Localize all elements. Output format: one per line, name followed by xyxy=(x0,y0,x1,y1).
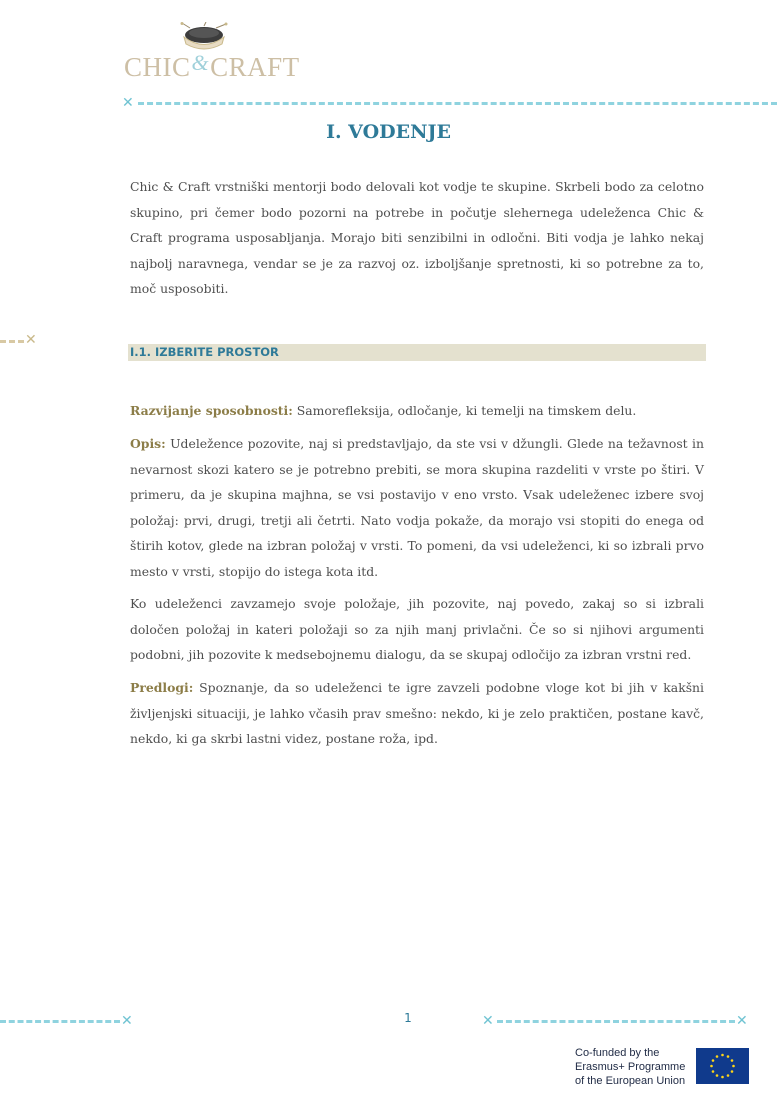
bottom-left-dashed-divider xyxy=(0,1020,120,1023)
bottom-left-x-icon: ✕ xyxy=(121,1013,133,1029)
skills-label: Razvijanje sposobnosti: xyxy=(130,403,293,418)
logo-wordmark: CHIC&CRAFT xyxy=(124,50,300,82)
skills-paragraph xyxy=(130,398,704,424)
description-text: Udeležence pozovite, naj si predstavljajo, da ste vsi v džungli. Glede na težavnost in nevarnost skozi katero se je potrebno prebiti, se mora skupina razdeliti v vrste po štiri. V primeru, da je skupina majhna, se vsi postavijo v eno vrsto. Vsak udeleženec izbere svoj položaj: prvi, drugi, tretji ali četrti. Nato vodja pokaže, da morajo vsi stopiti do enega od štirih kotov, glede na izbran položaj v vrsti. To pomeni, da vsi udeleženci, ki so izbrali prvo mesto v vrsti, stopijo do istega kota itd. xyxy=(130,436,704,579)
bottom-right-x-icon: ✕ xyxy=(482,1013,494,1029)
bottom-right-dashed-divider xyxy=(497,1020,735,1023)
bottom-right-end-x-icon: ✕ xyxy=(736,1013,748,1029)
left-dashed-marker xyxy=(0,340,24,343)
intro-paragraph: Chic & Craft vrstniški mentorji bodo delovali kot vodje te skupine. Skrbeli bodo za celotno skupino, pri čemer bodo pozorni na potrebe in počutje slehernega udeleženca Chic & Craft programa usposabljanja. Morajo biti senzibilni in odločni. Biti vodja je lahko nekaj najbolj naravnega, vendar se je za razvoj oz. izboljšanje spretnosti, ki so potrebne za to, moč usposobiti. xyxy=(130,179,704,297)
description-label: Opis: xyxy=(130,436,166,451)
divider-x-icon: ✕ xyxy=(122,95,134,111)
section-heading-bar xyxy=(128,344,706,361)
pincushion-basket-icon xyxy=(176,22,232,52)
description-paragraph xyxy=(130,431,704,585)
top-dashed-divider xyxy=(138,102,777,105)
eu-flag-icon xyxy=(696,1048,749,1084)
eu-funding-text: Co-funded by the Erasmus+ Programme of the European Union xyxy=(575,1047,686,1087)
section-heading: I.1. IZBERITE PROSTOR xyxy=(130,345,279,359)
chic-craft-logo xyxy=(124,22,300,84)
page-number: 1 xyxy=(404,1011,412,1025)
left-x-icon: ✕ xyxy=(25,332,37,348)
suggestions-label: Predlogi: xyxy=(130,680,194,695)
suggestions-text: Spoznanje, da so udeleženci te igre zavzeli podobne vloge kot bi jih v kakšni življenjski situaciji, je lahko včasih prav smešno: nekdo, ki je zelo praktičen, postane kavč, nekdo, ki ga skrbi lastni videz, postane roža, ipd. xyxy=(130,680,704,747)
suggestions-paragraph xyxy=(130,675,704,752)
skills-text: Samorefleksija, odločanje, ki temelji na timskem delu. xyxy=(292,403,637,418)
page-title: I. VODENJE xyxy=(326,121,451,143)
positions-paragraph: Ko udeleženci zavzamejo svoje položaje, jih pozovite, naj povedo, zakaj so si izbrali določen položaj in kateri položaji so za njih manj privlačni. Če so si njihovi argumenti podobni, jih pozovite k medsebojnemu dialogu, da se skupaj odločijo za izbran vrstni red. xyxy=(130,596,704,663)
